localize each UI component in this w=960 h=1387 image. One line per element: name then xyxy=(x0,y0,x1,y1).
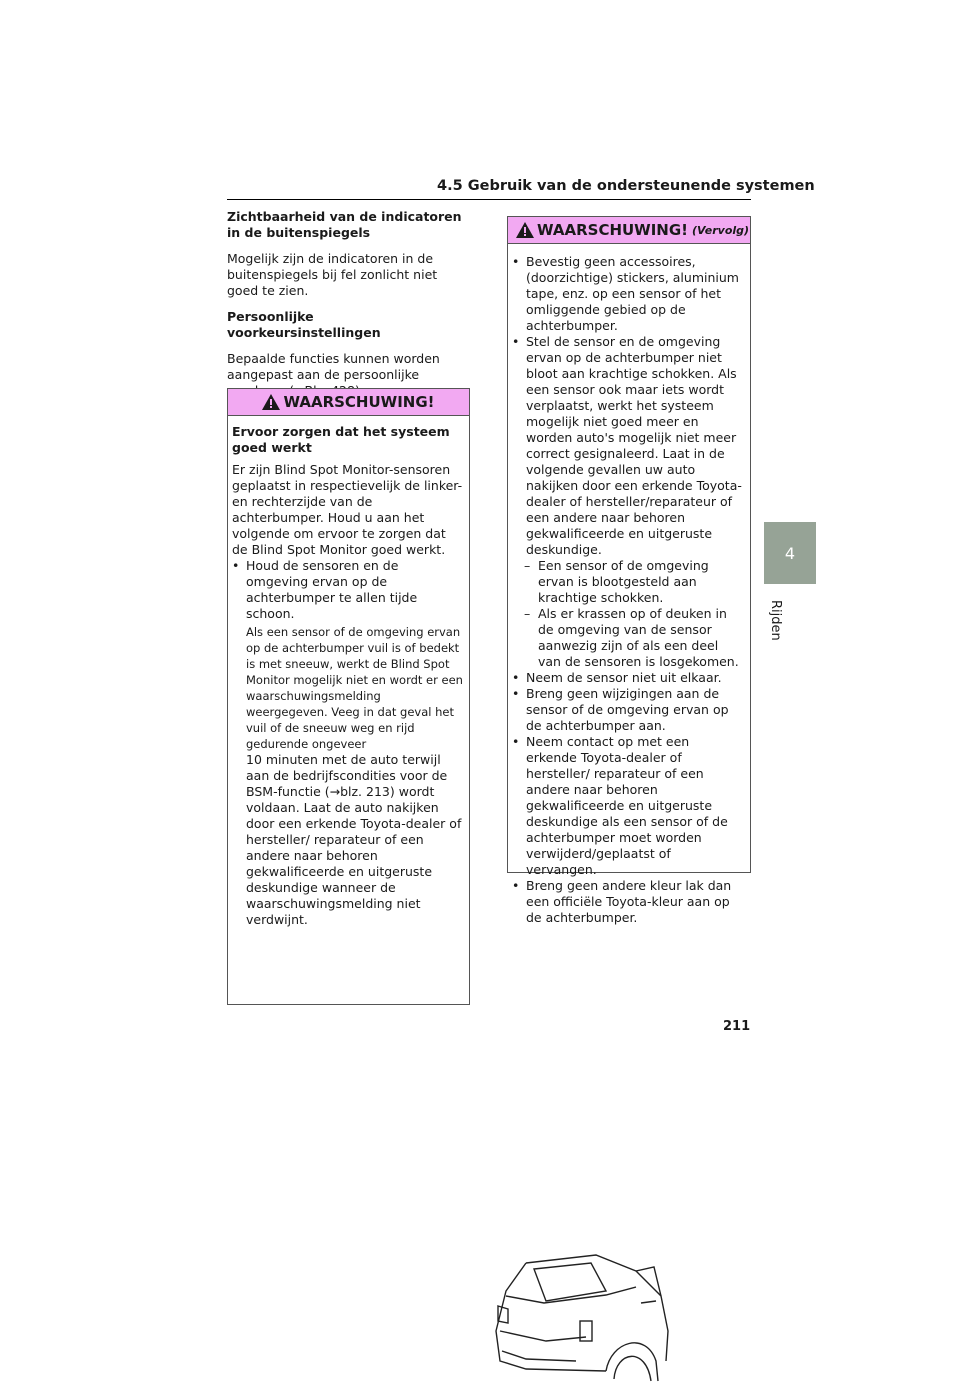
header-rule xyxy=(227,199,751,200)
list-item: • Neem contact op met een erkende Toyota-dealer of hersteller/ reparateur of een andere naar behoren gekwalificeerde en uitgeruste deskundige als een sensor of de achterbumper moet worden verwijderd/geplaatst of vervangen. xyxy=(512,734,728,877)
section-header: 4.5 Gebruik van de ondersteunende systemen xyxy=(437,178,815,194)
list-item: • Bevestig geen accessoires, (doorzichtige) stickers, aluminium tape, enz. op een sensor of het omliggende gebied op de achterbumper. xyxy=(512,254,739,333)
warning-bullet: • Houd de sensoren en de omgeving ervan op de achterbumper te allen tijde schoon. xyxy=(232,558,418,621)
list-subitem: – Als er krassen op of deuken in de omgeving van de sensor aanwezig zijn of als een deel van de sensoren is losgekomen. xyxy=(524,606,739,669)
warning-triangle-icon xyxy=(262,394,280,410)
car-rear-illustration xyxy=(486,1251,678,1387)
list-item: • Breng geen andere kleur lak dan een officiële Toyota-kleur aan op de achterbumper. xyxy=(512,878,732,925)
warning-bullet-detail: Als een sensor of de omgeving ervan op de achterbumper vuil is of bedekt is met sneeuw, werkt de Blind Spot Monitor mogelijk niet en wordt er een waarschuwingsmelding weergegeven. Veeg in dat geval het vuil of de sneeuw weg en rijd gedurende ongeveer xyxy=(246,625,463,751)
chapter-label: Rijden xyxy=(768,600,783,641)
list-item: • Breng geen wijzigingen aan de sensor of de omgeving ervan op de achterbumper aan. xyxy=(512,686,729,733)
warning-intro: Er zijn Blind Spot Monitor-sensoren geplaatst in respectievelijk de linker- en rechterzijde van de achterbumper. Houd u aan het volgende om ervoor te zorgen dat de Blind Spot Monitor goed werkt. xyxy=(232,462,463,557)
warning-subtitle: (Vervolg) xyxy=(692,223,750,237)
warning-title: WAARSCHUWING! xyxy=(283,393,435,411)
warning-bullet-tail: 10 minuten met de auto terwijl aan de bedrijfscondities voor de BSM-functie (→blz. 213) wordt voldaan. Laat de auto nakijken door een erkende Toyota-dealer of hersteller/ reparateur of een andere naar behoren gekwalificeerde en uitgeruste deskundige wanneer de waarschuwingsmelding niet verdwijnt. xyxy=(246,752,462,927)
warning-heading: Ervoor zorgen dat het systeem goed werkt xyxy=(232,424,450,455)
heading-personal-settings: Persoonlijke voorkeursinstellingen xyxy=(227,309,381,340)
para-visibility: Mogelijk zijn de indicatoren in de buitenspiegels bij fel zonlicht niet goed te zien. xyxy=(227,251,438,298)
chapter-tab[interactable]: 4 xyxy=(764,522,816,584)
warning-box-2 xyxy=(507,216,751,925)
list-subitem: – Een sensor of de omgeving ervan is blootgesteld aan krachtige schokken. xyxy=(524,558,709,605)
warning-title-bar xyxy=(228,389,469,416)
warning-title: WAARSCHUWING! xyxy=(537,221,689,239)
warning-box-1 xyxy=(227,388,470,1005)
para-personal-settings: Bepaalde functies kunnen worden aangepast aan de persoonlijke xyxy=(227,351,440,382)
warning-triangle-icon xyxy=(516,222,534,238)
heading-visibility: Zichtbaarheid van de indicatoren in de buitenspiegels xyxy=(227,209,462,240)
list-item: • Stel de sensor en de omgeving ervan op de achterbumper niet bloot aan krachtige schokken. Als een sensor ook maar iets wordt verplaatst, werkt het systeem mogelijk niet goed meer en worden auto's mogelijk niet meer correct gesignaleerd. Laat in de volgende gevallen uw auto nakijken door een erkende Toyota-dealer of hersteller/reparateur of een andere naar behoren gekwalificeerde en uitgeruste deskundige. xyxy=(512,334,742,557)
list-item: • Neem de sensor niet uit elkaar. xyxy=(512,670,722,685)
warning-title-bar-continued xyxy=(508,217,750,244)
page-number: 211 xyxy=(723,1019,751,1034)
left-column xyxy=(227,209,471,409)
